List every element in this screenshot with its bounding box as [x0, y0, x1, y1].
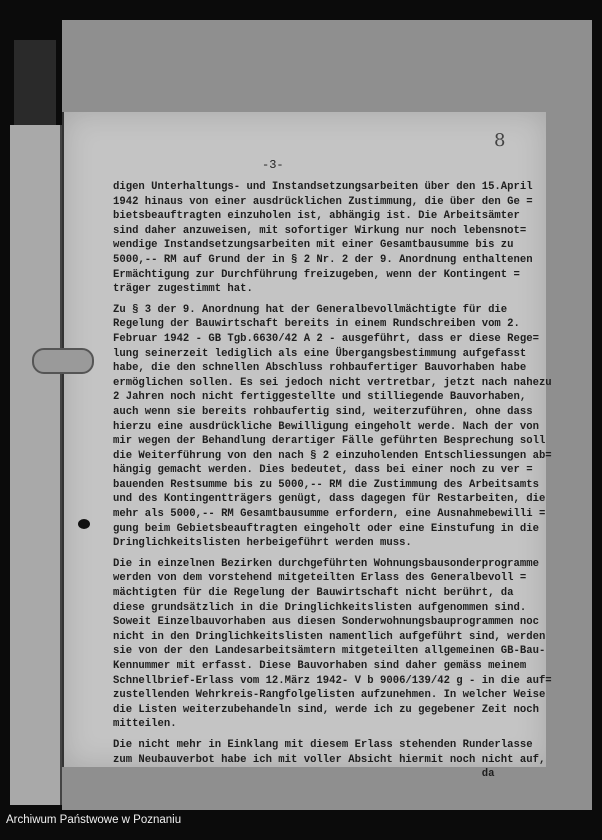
text-line: Die nicht mehr in Einklang mit diesem Erlass stehenden Runderlasse	[113, 738, 533, 751]
paragraph	[113, 738, 546, 782]
text-line: hängig gemacht werden. Dies bedeutet, dass bei einer noch zu ver =	[113, 464, 533, 477]
text-line: zum Neubauverbot habe ich mit voller Absicht hiermit noch nicht auf,	[113, 753, 546, 766]
text-line: Regelung der Bauwirtschaft bereits in einem Rundschreiben vom 2.	[113, 318, 520, 331]
paragraph	[113, 557, 552, 732]
text-line: 1942 hinaus von einer ausdrücklichen Zustimmung, die über den Ge =	[113, 195, 533, 208]
text-line: 5000,-- RM auf Grund der in § 2 Nr. 2 der 9. Anordnung enthaltenen	[113, 253, 533, 266]
text-line: Ermächtigung zur Durchführung freizugeben, wenn der Kontingent =	[113, 268, 520, 281]
text-line: hierzu eine ausdrückliche Bewilligung eingeholt werde. Nach der von	[113, 420, 539, 433]
text-line: lung seinerzeit lediglich als eine Übergangsbestimmung aufgefasst	[113, 347, 527, 360]
text-line: wendige Instandsetzungsarbeiten mit einer Gesamtbausumme bis zu	[113, 239, 514, 252]
text-line: gung beim Gebietsbeauftragten eingeholt oder eine Einstufung in die	[113, 522, 539, 535]
text-line: diese grundsätzlich in die Dringlichkeitslisten aufgenommen sind.	[113, 601, 527, 614]
text-line: da	[113, 768, 495, 781]
text-line: Soweit Einzelbauvorhaben aus diesen Sonderwohnungsbauprogrammen noc	[113, 616, 539, 629]
handwritten-page-number: 8	[494, 130, 506, 151]
text-line: nicht in den Dringlichkeitslisten namentlich aufgeführt sind, werden	[113, 630, 546, 643]
text-line: mehr als 5000,-- RM Gesamtbausumme erfordern, eine Ausnahmebewilli =	[113, 508, 546, 521]
text-line: sind daher anzuweisen, mit sofortiger Wirkung nur noch lebensnot=	[113, 224, 527, 237]
text-line: auch wenn sie bereits rohbaufertig sind, weiterzuführen, ohne dass	[113, 405, 533, 418]
text-line: sie von der den Landesarbeitsämtern mitgeteilten allgemeinen GB-Bau-	[113, 645, 546, 658]
text-line: zustellenden Wehrkreis-Rangfolgelisten aufzunehmen. In welcher Weise	[113, 689, 546, 702]
text-line: träger zugestimmt hat.	[113, 283, 253, 296]
page-header: -3-	[262, 158, 284, 172]
punch-hole	[78, 519, 90, 529]
binding-shadow	[14, 40, 56, 130]
text-line: Kennummer mit erfasst. Diese Bauvorhaben sind daher gemäss meinem	[113, 660, 527, 672]
paragraph	[113, 180, 533, 297]
text-line: digen Unterhaltungs- und Instandsetzungsarbeiten über den 15.April	[113, 181, 533, 193]
text-line: werden von dem vorstehend mitgeteilten Erlass des Generalbevoll =	[113, 572, 527, 585]
text-line: und des Kontingentträgers genügt, dass dagegen für Restarbeiten, die	[113, 493, 546, 506]
text-line: 2 Jahren noch nicht fertiggestellte und stilliegende Bauvorhaben,	[113, 391, 527, 404]
document-body	[113, 180, 552, 788]
text-line: Die in einzelnen Bezirken durchgeführten Wohnungsbausonderprogramme	[113, 557, 539, 570]
text-line: habe, die den schnellen Abschluss rohbaufertiger Bauvorhaben habe	[113, 362, 527, 375]
paragraph	[113, 303, 552, 551]
text-line: die Listen weiterzubehandeln sind, werde ich zu gegebener Zeit noch	[113, 703, 539, 716]
binding-strip	[10, 125, 62, 805]
text-line: mitteilen.	[113, 718, 177, 731]
text-line: mächtigten für die Regelung der Bauwirtschaft nicht berührt, da	[113, 587, 514, 600]
paper-clip	[32, 348, 94, 374]
text-line: ermöglichen sollen. Es sei jedoch nicht vertretbar, jetzt nach nahezu	[113, 376, 552, 389]
text-line: mir wegen der Behandlung derartiger Fälle geführten Besprechung soll	[113, 435, 546, 448]
text-line: bauenden Restsumme bis zu 5000,-- RM die Zustimmung des Arbeitsamts	[113, 478, 539, 491]
archive-footer: Archiwum Państwowe w Poznaniu	[6, 814, 182, 826]
text-line: Februar 1942 - GB Tgb.6630/42 A 2 - ausgeführt, dass er diese Rege=	[113, 332, 539, 345]
text-line: Schnellbrief-Erlass vom 12.März 1942- V b 9006/139/42 g - in die auf=	[113, 674, 552, 687]
text-line: Zu § 3 der 9. Anordnung hat der Generalbevollmächtigte für die	[113, 303, 508, 316]
text-line: Dringlichkeitslisten herbeigeführt werden muss.	[113, 537, 412, 550]
text-line: die Weiterführung von den nach § 2 einzuholenden Entschliessungen ab=	[113, 449, 552, 462]
text-line: bietsbeauftragten einzuholen ist, abhängig ist. Die Arbeitsämter	[113, 210, 520, 223]
